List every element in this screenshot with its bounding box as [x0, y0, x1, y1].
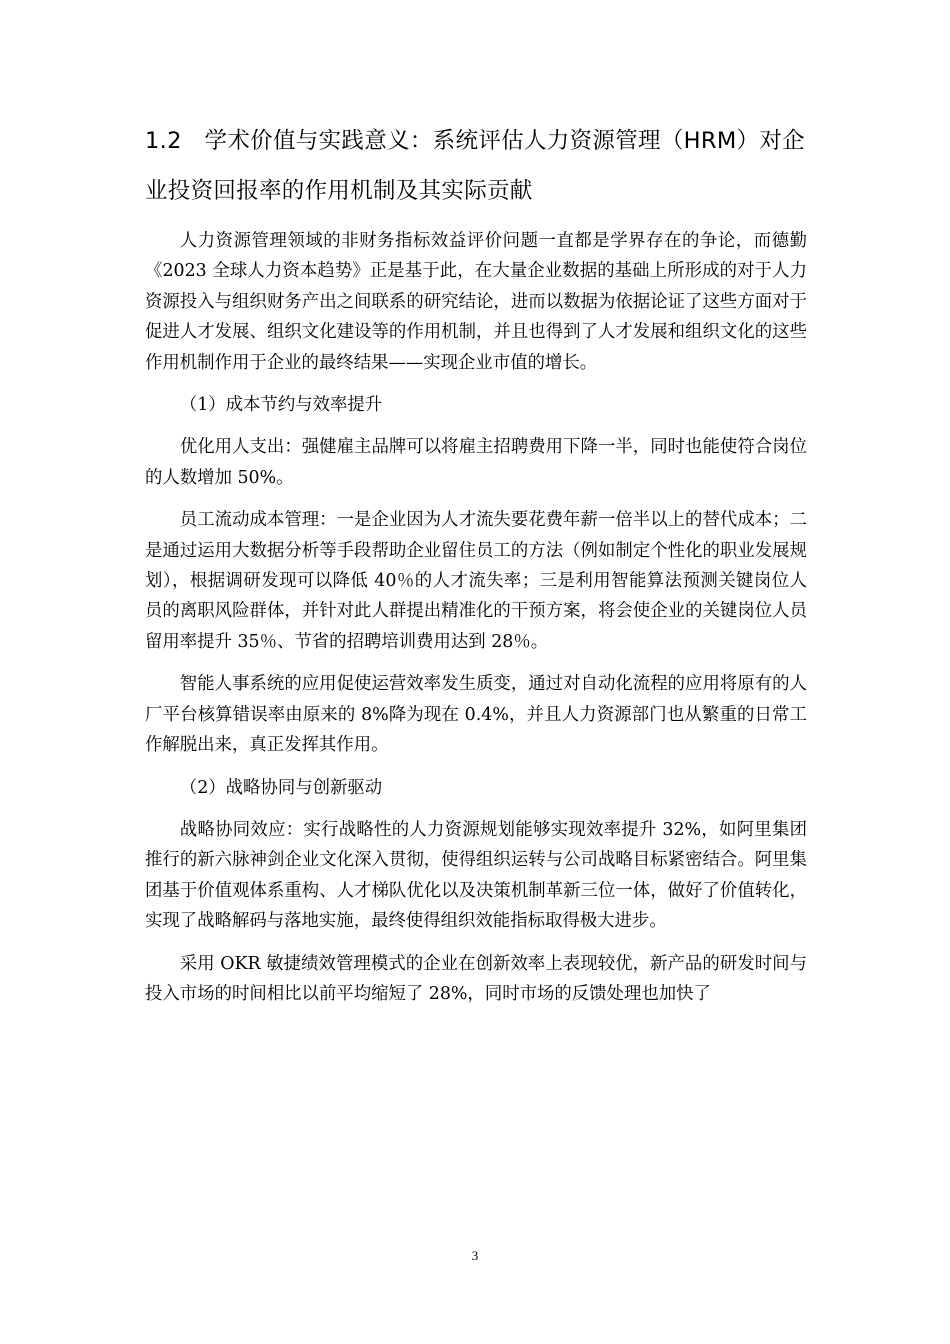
paragraph-smart-hr-system: 智能人事系统的应用促使运营效率发生质变，通过对自动化流程的应用将原有的人厂平台核算错误率由原来的 8%降为现在 0.4%，并且人力资源部门也从繁重的日常工作解脱出来，真正发挥其作用。	[145, 674, 807, 756]
body-text	[145, 226, 807, 1021]
paragraph-turnover-cost: 员工流动成本管理：一是企业因为人才流失要花费年薪一倍半以上的替代成本；二是通过运用大数据分析等手段帮助企业留住员工的方法（例如制定个性化的职业发展规划），根据调研发现可以降低 40％的人才流失率；三是利用智能算法预测关键岗位人员的离职风险群体，并针对此人群提出精准化的干预方案，将会使企业的关键岗位人员留用率提升 35％、节省的招聘培训费用达到 28％。	[145, 510, 807, 652]
paragraph-strategic-synergy: 战略协同效应：实行战略性的人力资源规划能够实现效率提升 32%，如阿里集团推行的新六脉神剑企业文化深入贯彻，使得组织运转与公司战略目标紧密结合。阿里集团基于价值观体系重构、人才梯队优化以及决策机制革新三位一体，做好了价值转化，实现了战略解码与落地实施，最终使得组织效能指标取得极大进步。	[145, 819, 807, 932]
paragraph-okr: 采用 OKR 敏捷绩效管理模式的企业在创新效率上表现较优，新产品的研发时间与投入市场的时间相比以前平均缩短了 28%，同时市场的反馈处理也加快了	[145, 953, 807, 1004]
page-number: 3	[471, 1248, 479, 1263]
paragraph-hiring-cost: 优化用人支出：强健雇主品牌可以将雇主招聘费用下降一半，同时也能使符合岗位的人数增加 50%。	[145, 437, 807, 488]
subheading-cost-efficiency: （1）成本节约与效率提升	[179, 395, 383, 416]
subheading-strategy-innovation: （2）战略协同与创新驱动	[179, 777, 383, 798]
paragraph-intro: 人力资源管理领域的非财务指标效益评价问题一直都是学界存在的争论，而德勤《2023 全球人力资本趋势》正是基于此，在大量企业数据的基础上所形成的对于人力资源投入与组织财务产出之间联系的研究结论，进而以数据为依据论证了这些方面对于促进人才发展、组织文化建设等的作用机制，并且也得到了人才发展和组织文化的这些作用机制作用于企业的最终结果——实现企业市值的增长。	[145, 231, 807, 373]
section-heading: 1.2 学术价值与实践意义：系统评估人力资源管理（HRM）对企业投资回报率的作用机制及其实际贡献	[145, 128, 805, 204]
